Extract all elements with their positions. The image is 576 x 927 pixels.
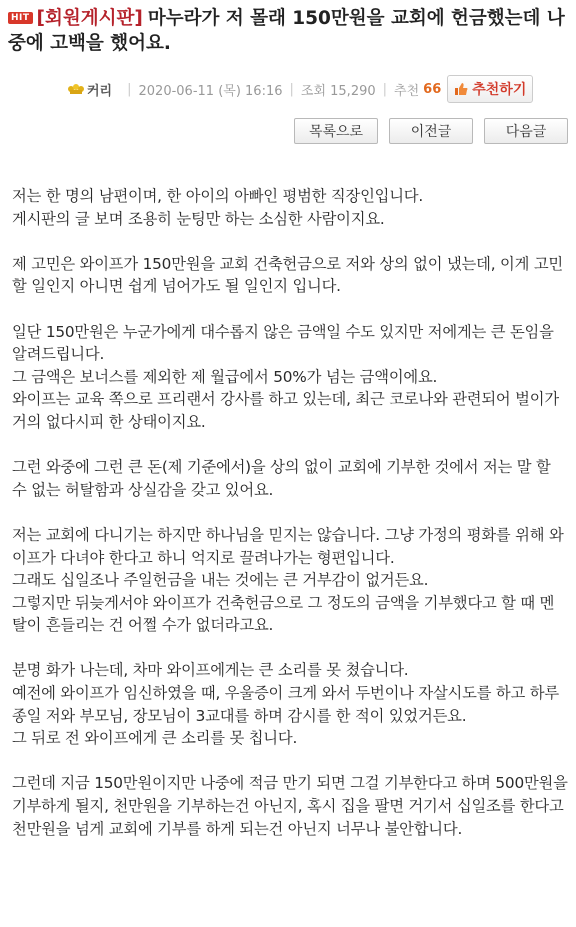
member-level-icon (68, 83, 84, 95)
post-title: 마누라가 저 몰래 150만원을 교회에 헌금했는데 나중에 고백을 했어요. (8, 8, 565, 54)
body-paragraph: 저는 교회에 다니기는 하지만 하나님을 믿지는 않습니다. 그냥 가정의 평화를 위해 와이프가 다녀야 한다고 하니 억지로 끌려나가는 형편입니다. 그래도 십일조나 주일헌금을 내는 것에는 큰 거부감이 없거든요. 그렇지만 뒤늦게서야 와이프가 건축헌금으로 그 정도의 금액을 기부했다고 할 때 멘탈이 흔들리는 건 어쩔 수가 없더라고요. (12, 525, 564, 635)
body-paragraph: 저는 한 명의 남편이며, 한 아이의 아빠인 평범한 직장인입니다. 게시판의 글 보며 조용히 눈팅만 하는 소심한 사람이지요. (12, 187, 424, 228)
list-button[interactable]: 목록으로 (294, 118, 378, 144)
divider: | (382, 81, 388, 97)
next-post-button[interactable]: 다음글 (484, 118, 568, 144)
recommend-label: 추천 (394, 83, 420, 99)
body-paragraph: 일단 150만원은 누군가에게 대수롭지 않은 금액일 수도 있지만 저에게는 큰 돈임을 알려드립니다. 그 금액은 보너스를 제외한 제 월급에서 50%가 넘는 금액이에요. 와이프는 교육 쪽으로 프리랜서 강사를 하고 있는데, 최근 코로나와 관련되어 벌이가 거의 없다시피 한 상태이지요. (12, 322, 559, 431)
post-category[interactable]: [회원게시판] (36, 8, 143, 29)
thumbs-up-icon (454, 82, 468, 96)
body-paragraph: 분명 화가 나는데, 차마 와이프에게는 큰 소리를 못 쳤습니다. 예전에 와이프가 임신하였을 때, 우울증이 크게 와서 두번이나 자살시도를 하고 하루종일 저와 부모님, 장모님이 3교대를 하며 감시를 한 적이 있었거든요. 그 뒤로 전 와이프에게 큰 소리를 못 칩니다. (12, 661, 559, 748)
prev-post-button[interactable]: 이전글 (389, 118, 473, 144)
body-paragraph: 제 고민은 와이프가 150만원을 교회 건축헌금으로 저와 상의 없이 냈는데, 이게 고민할 일인지 아니면 쉽게 넘어가도 될 일인지 입니다. (12, 254, 564, 296)
author-name[interactable]: 커리 (87, 83, 113, 99)
post-meta (68, 76, 568, 102)
hit-badge: HIT (8, 12, 33, 24)
recommend-count: 66 (423, 81, 442, 97)
post-navigation (294, 118, 568, 144)
body-paragraph: 그런 와중에 그런 큰 돈(제 기준에서)을 상의 없이 교회에 기부한 것에서 저는 말 할 수 없는 허탈함과 상실감을 갖고 있어요. (12, 458, 551, 499)
divider: | (289, 81, 294, 97)
divider: | (127, 81, 132, 97)
body-paragraph: 그런데 지금 150만원이지만 나중에 적금 만기 되면 그걸 기부한다고 하며 500만원을 기부하게 될지, 천만원을 기부하는건 아닌지, 혹시 집을 팔면 거기서 십일조를 한다고 천만원을 넘게 교회에 기부를 하게 되는건 아닌지 너무나 불안합니다. (12, 774, 568, 838)
post-body (12, 185, 568, 863)
recommend-button[interactable] (447, 75, 533, 103)
post-datetime: 2020-06-11 (목) 16:16 (138, 83, 283, 99)
recommend-button-label: 추천하기 (472, 82, 527, 98)
post-title-row (8, 6, 568, 56)
view-count: 조회 15,290 (300, 83, 376, 99)
